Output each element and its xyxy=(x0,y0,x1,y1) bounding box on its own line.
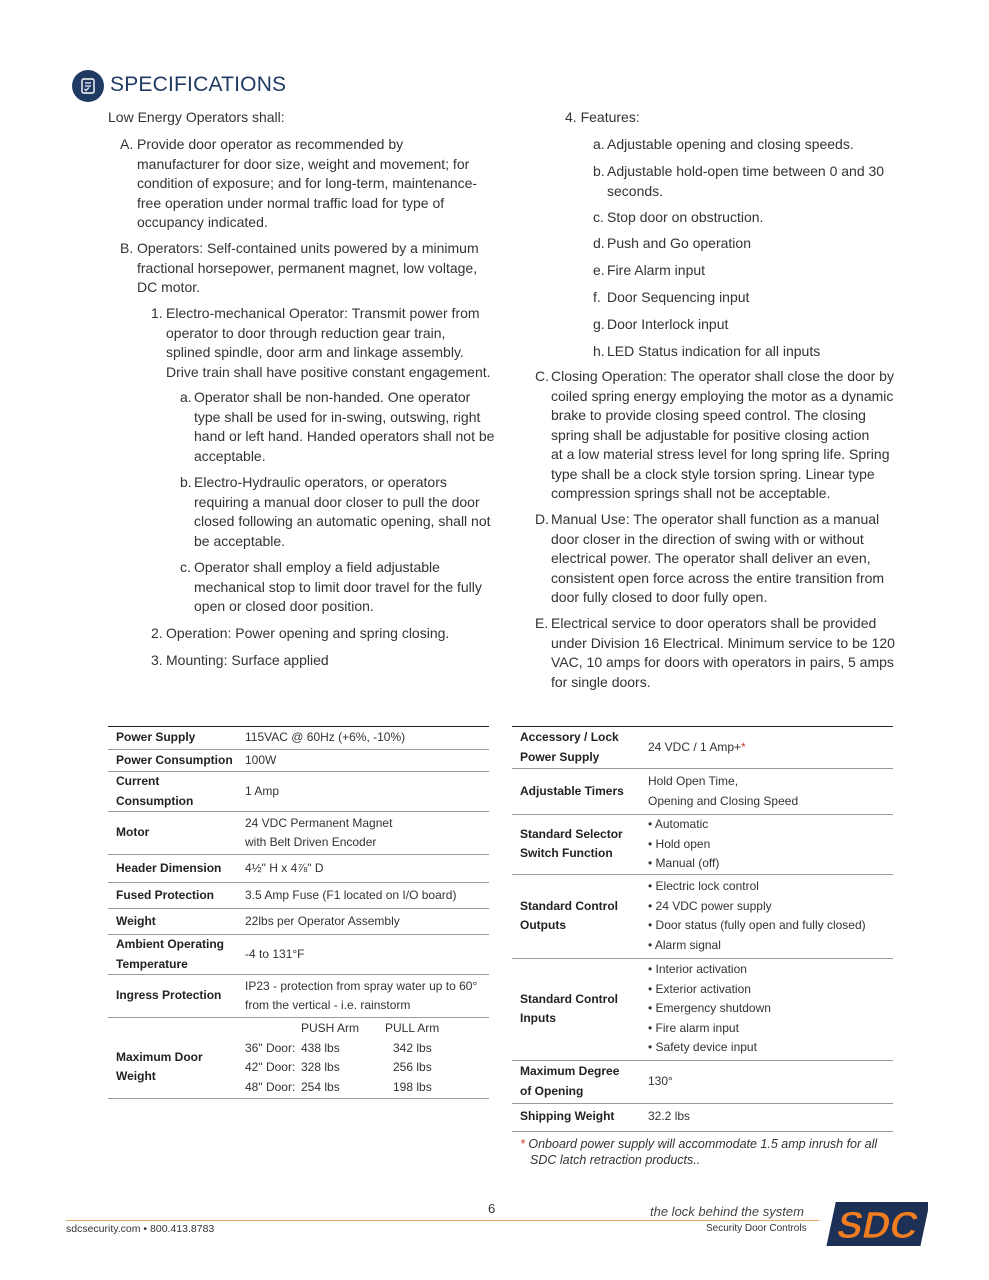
item-text: Electro-mechanical Operator: Transmit power from operator to door through reduction gear train, splined spindle, door arm and linkage assembly. Drive train shall have positive constant engagement. xyxy=(166,305,491,380)
spec-value: 100W xyxy=(245,752,277,767)
spec-key: Fused Protection xyxy=(116,887,215,902)
table-row xyxy=(108,883,489,909)
bullet-icon: • xyxy=(648,1040,656,1055)
spec-key: Shipping Weight xyxy=(520,1109,615,1124)
item-text: Closing Operation: The operator shall close the door by coiled spring energy employing the motor as a dynamic brake to provide closing speed control. The closing spring shall be adjustable for positive closing action at a low material stress level for long spring life. Spring type shall be a clock style torsion spring. Linear type compression springs shall not be acceptable. xyxy=(551,368,894,501)
item-label: C. xyxy=(535,368,549,384)
bullet-icon: • xyxy=(648,898,656,913)
list-item: • Automatic xyxy=(648,817,709,831)
phone-number: 800.413.8783 xyxy=(150,1223,215,1235)
item-text: Electrical service to door operators shall be provided under Division 16 Electrical. Minimum service to be 120 VAC, 10 amps for doors with operators in pairs, 5 amps for single doors. xyxy=(551,615,895,690)
footnote: * Onboard power supply will accommodate 1.5 amp inrush for all SDC latch retraction products.. xyxy=(520,1137,878,1167)
item-label: B. xyxy=(120,240,134,256)
list-item: • Interior activation xyxy=(648,962,747,977)
spec-value: 130° xyxy=(648,1073,673,1088)
spec-value: 1 Amp xyxy=(245,783,280,798)
spec-value: 22lbs per Operator Assembly xyxy=(245,913,400,928)
intro-text: Low Energy Operators shall: xyxy=(108,109,285,125)
bullet-icon: • xyxy=(648,937,655,952)
spec-key: Weight xyxy=(116,913,156,928)
list-item: • 24 VDC power supply xyxy=(648,898,772,913)
spec-value xyxy=(646,958,893,1060)
spec-table-right xyxy=(512,726,893,1132)
spec-value: 32.2 lbs xyxy=(648,1109,691,1124)
list-item: • Emergency shutdown xyxy=(648,1001,771,1016)
spec-value: IP23 - protection from spray water up to 60° from the vertical - i.e. rainstorm xyxy=(245,978,478,1012)
spec-key: Motor xyxy=(116,825,150,840)
spec-value: 24 VDC Permanent Magnet with Belt Driven Encoder xyxy=(245,815,393,849)
bullet-icon: • xyxy=(648,962,656,977)
item-label: 1. xyxy=(151,305,163,321)
bullet-icon: • xyxy=(648,918,656,932)
item-text: Operator shall employ a field adjustable mechanical stop to limit door travel for the fully open or closed door position. xyxy=(194,559,482,614)
bullet-icon: • xyxy=(648,879,656,893)
checklist-icon xyxy=(72,70,104,102)
spec-value xyxy=(646,815,893,875)
item-label: E. xyxy=(535,615,549,631)
list-item: • Exterior activation xyxy=(648,981,751,996)
list-item: • Hold open xyxy=(648,836,711,851)
spec-key: Ambient Operating Temperature xyxy=(116,937,225,971)
tagline: the lock behind the system xyxy=(650,1204,804,1219)
spec-key: Power Consumption xyxy=(116,752,233,767)
item-text: Electro-Hydraulic operators, or operators requiring a manual door closer to pull the door closed following an automatic opening, shall not be acceptable. xyxy=(194,474,491,549)
item-text: Operator shall be non-handed. One operator type shall be used for in-swing, outswing, right hand or left hand. Handed operators shall not be acceptable. xyxy=(194,389,495,464)
spec-value: 4½" H x 4⅞" D xyxy=(245,860,324,875)
item-text: Operation: Power opening and spring closing. xyxy=(166,625,450,641)
item-label: a. xyxy=(180,389,192,405)
item-label: c. xyxy=(180,559,191,575)
spec-key: Standard Control Outputs xyxy=(520,898,618,932)
bullet-icon: • xyxy=(648,856,656,870)
bullet-icon: • xyxy=(648,836,656,851)
item-text: Manual Use: The operator shall function as a manual door closer in the direction of swing with or without electrical power. The operator shall deliver an even, consistent open force across the entire transition from door fully closed to door fully open. xyxy=(551,511,885,605)
list-item: • Alarm signal xyxy=(648,937,721,952)
item-text: Provide door operator as recommended by manufacturer for door size, weight and movement; for condition of exposure; and for long-term, maintenance- free operation under normal traffic load for type of occupancy indicated. xyxy=(137,136,478,230)
spec-key: Maximum Door Weight xyxy=(116,1049,203,1083)
spec-key: Standard Control Inputs xyxy=(520,991,618,1025)
bullet-icon: • xyxy=(648,981,656,996)
page-number: 6 xyxy=(488,1201,496,1216)
item-label: 2. xyxy=(151,625,163,641)
footer-divider xyxy=(66,1220,819,1221)
spec-key: Adjustable Timers xyxy=(520,783,624,798)
table-row xyxy=(512,958,893,1060)
spec-key: Power Supply xyxy=(116,730,196,745)
spec-value: 24 VDC / 1 Amp+* xyxy=(648,739,746,754)
list-item: • Door status (fully open and fully closed) xyxy=(648,918,866,932)
table-row xyxy=(108,855,489,883)
page-title: SPECIFICATIONS xyxy=(110,73,287,96)
bullet-icon: • xyxy=(648,1020,656,1035)
spec-value: 3.5 Amp Fuse (F1 located on I/O board) xyxy=(245,887,457,902)
table-row xyxy=(512,769,893,815)
table-row xyxy=(512,815,893,875)
spec-key: Accessory / Lock Power Supply xyxy=(520,730,619,764)
spec-key: Header Dimension xyxy=(116,860,222,875)
table-row xyxy=(108,750,489,772)
table-row xyxy=(512,727,893,769)
door-weight-grid: PUSH Arm PULL Arm 36" Door: 438 lbs 342 lbs 42" Door: 328 lbs 256 lbs 48" Door: 254 lbs 198 lbs xyxy=(245,1021,440,1094)
bullet-icon: • xyxy=(648,817,655,831)
spec-value: Hold Open Time, Opening and Closing Speed xyxy=(648,774,799,808)
website-link[interactable]: sdcsecurity.com xyxy=(66,1223,141,1235)
item-label: 3. xyxy=(151,652,163,668)
item-text: Operators: Self-contained units powered by a minimum fractional horsepower, permanent magnet, low voltage, DC motor. xyxy=(137,240,479,295)
spec-table-left xyxy=(108,726,489,1099)
spec-value xyxy=(646,874,893,958)
spec-value: 115VAC @ 60Hz (+6%, -10%) xyxy=(245,730,406,745)
spec-key: Current Consumption xyxy=(116,774,194,808)
list-item: • Manual (off) xyxy=(648,856,720,870)
list-item: • Electric lock control xyxy=(648,879,759,893)
table-row xyxy=(108,812,489,855)
table-row xyxy=(108,727,489,750)
features-heading: 4. Features: xyxy=(565,109,640,125)
table-row xyxy=(108,909,489,935)
sdc-logo xyxy=(824,1201,928,1247)
spec-value: -4 to 131°F xyxy=(245,946,305,961)
bullet-icon: • xyxy=(648,1001,656,1016)
table-row xyxy=(512,874,893,958)
item-label: b. xyxy=(180,474,192,490)
logo-text: SDC xyxy=(833,1204,923,1247)
spec-key: Standard Selector Switch Function xyxy=(520,826,623,861)
spec-key: Maximum Degree of Opening xyxy=(520,1064,620,1098)
table-row xyxy=(108,772,489,812)
list-item: • Safety device input xyxy=(648,1040,757,1055)
table-row xyxy=(108,1018,489,1099)
table-row xyxy=(108,975,489,1018)
item-label: D. xyxy=(535,511,549,527)
spec-key: Ingress Protection xyxy=(116,988,222,1003)
company-name: Security Door Controls xyxy=(706,1223,807,1234)
table-row xyxy=(108,935,489,975)
footer-contact: sdcsecurity.com • 800.413.8783 xyxy=(66,1223,215,1235)
item-label: A. xyxy=(120,136,134,152)
list-item: • Fire alarm input xyxy=(648,1020,739,1035)
item-text: Mounting: Surface applied xyxy=(166,652,329,668)
table-row xyxy=(512,1060,893,1103)
table-row xyxy=(512,1103,893,1131)
